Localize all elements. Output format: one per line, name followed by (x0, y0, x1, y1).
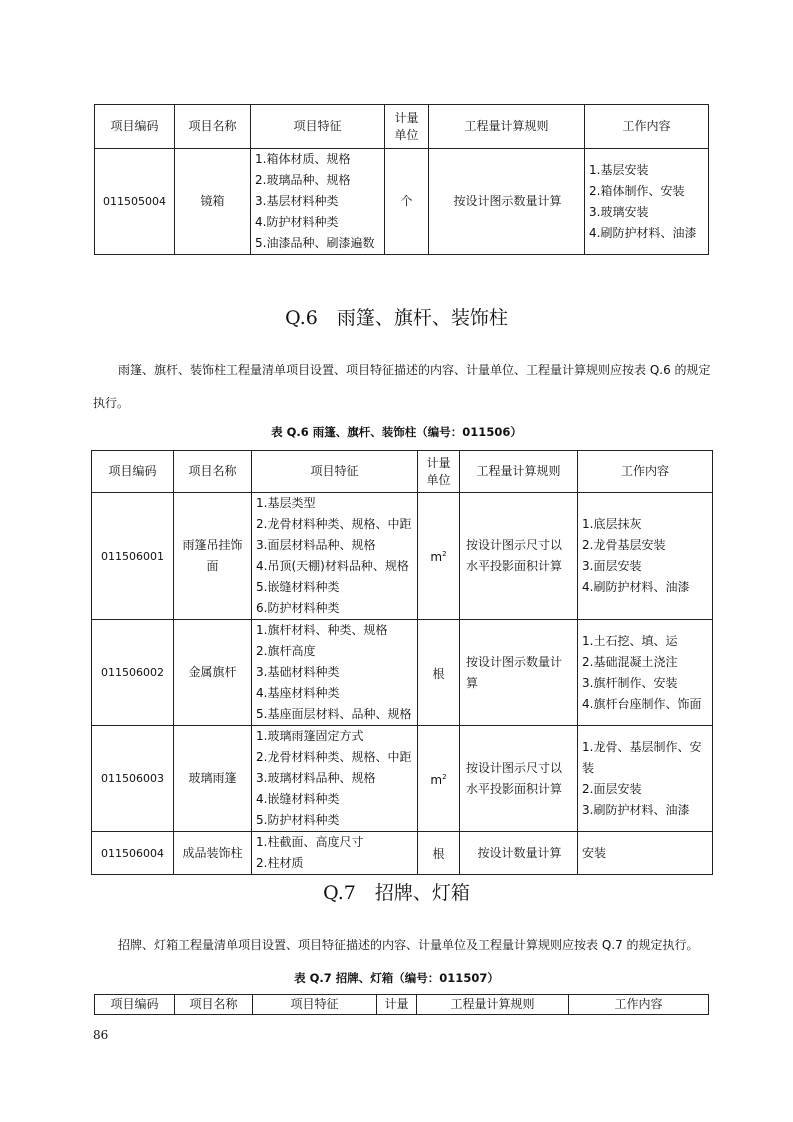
unit-superscript: 2 (442, 772, 447, 781)
table-q5-continued (94, 104, 709, 255)
work-line: 4.刷防护材料、油漆 (582, 580, 690, 594)
feature-line: 1.基层类型 (256, 496, 316, 510)
work-line: 2.箱体制作、安装 (589, 183, 685, 198)
header-code: 项目编码 (92, 451, 174, 493)
feature-line: 3.面层材料品种、规格 (256, 538, 376, 552)
item-rule: 按设计数量计算 (460, 832, 578, 875)
table-q6 (91, 450, 713, 875)
item-work (578, 620, 713, 726)
feature-line: 2.龙骨材料种类、规格、中距 (256, 750, 412, 764)
work-line: 3.旗杆制作、安装 (582, 675, 678, 690)
feature-line: 4.防护材料种类 (255, 215, 339, 229)
feature-line: 5.基座面层材料、品种、规格 (256, 707, 412, 721)
paragraph-q6-line2: 执行。 (93, 396, 130, 410)
feature-line: 2.旗杆高度 (256, 644, 316, 658)
feature-line: 4.基座材料种类 (256, 686, 340, 700)
feature-line: 4.吊顶(天棚)材料品种、规格 (256, 559, 409, 573)
unit-text: m (430, 772, 443, 787)
item-features (252, 832, 418, 875)
item-work (578, 832, 713, 875)
table-header-row (95, 995, 709, 1015)
item-rule: 按设计图示尺寸以水平投影面积计算 (460, 493, 578, 620)
work-line: 1.龙骨、基层制作、安装 (582, 739, 702, 775)
item-rule: 按设计图示数量计算 (429, 149, 585, 255)
item-unit (418, 620, 460, 726)
item-unit: 个 (385, 149, 429, 255)
table-row (92, 620, 713, 726)
item-name: 玻璃雨篷 (174, 726, 252, 832)
item-unit (418, 493, 460, 620)
feature-line: 1.箱体材质、规格 (255, 152, 351, 166)
item-name: 雨篷吊挂饰面 (174, 493, 252, 620)
feature-line: 5.油漆品种、刷漆遍数 (255, 236, 375, 250)
work-line: 4.旗杆台座制作、饰面 (582, 696, 702, 711)
feature-line: 3.基层材料种类 (255, 194, 339, 208)
header-features: 项目特征 (253, 995, 377, 1015)
paragraph-q7: 招牌、灯箱工程量清单项目设置、项目特征描述的内容、计量单位及工程量计算规则应按表 Q.7 的规定执行。 (118, 938, 699, 952)
header-unit (418, 451, 460, 493)
feature-line: 6.防护材料种类 (256, 601, 340, 615)
item-name: 镜箱 (175, 149, 251, 255)
paragraph-q6-line1: 雨篷、旗杆、装饰柱工程量清单项目设置、项目特征描述的内容、计量单位、工程量计算规则应按表 Q.6 的规定 (118, 363, 711, 377)
work-line: 2.龙骨基层安装 (582, 538, 666, 552)
item-code: 011506003 (92, 726, 174, 832)
header-unit-text: 计量 单位 (426, 455, 451, 487)
item-code: 011505004 (95, 149, 175, 255)
item-code: 011506002 (92, 620, 174, 726)
item-features (252, 493, 418, 620)
header-rule: 工程量计算规则 (460, 451, 578, 493)
header-unit (385, 105, 429, 149)
feature-line: 3.基础材料种类 (256, 665, 340, 679)
table-row (92, 832, 713, 875)
work-line: 3.玻璃安装 (589, 204, 649, 219)
feature-line: 5.嵌缝材料种类 (256, 580, 340, 594)
header-features: 项目特征 (251, 105, 385, 149)
header-features: 项目特征 (252, 451, 418, 493)
unit-text: m (430, 550, 443, 564)
header-unit: 计量 (377, 995, 417, 1015)
work-line: 1.土石挖、填、运 (582, 633, 678, 648)
item-name: 成品装饰柱 (174, 832, 252, 875)
feature-line: 1.旗杆材料、种类、规格 (256, 623, 388, 637)
table-row (92, 726, 713, 832)
work-line: 3.面层安装 (582, 559, 642, 573)
item-rule: 按设计图示数量计算 (460, 620, 578, 726)
feature-line: 5.防护材料种类 (256, 813, 340, 827)
table-header-row (95, 105, 709, 149)
item-features (251, 149, 385, 255)
table-row (95, 149, 709, 255)
table-caption-q6: 表 Q.6 雨篷、旗杆、装饰柱（编号：011506） (271, 425, 522, 439)
item-work (578, 726, 713, 832)
item-rule: 按设计图示尺寸以水平投影面积计算 (460, 726, 578, 832)
feature-line: 3.玻璃材料品种、规格 (256, 771, 376, 785)
item-code: 011506004 (92, 832, 174, 875)
feature-line: 2.龙骨材料种类、规格、中距 (256, 517, 412, 531)
header-unit-text: 计量 单位 (394, 110, 419, 142)
item-features (252, 726, 418, 832)
header-work: 工作内容 (578, 451, 713, 493)
table-header-row (92, 451, 713, 493)
header-code: 项目编码 (95, 105, 175, 149)
unit-text: 根 (432, 847, 445, 861)
item-unit (418, 832, 460, 875)
header-name: 项目名称 (175, 105, 251, 149)
feature-line: 2.玻璃品种、规格 (255, 173, 351, 187)
section-title-q6: Q.6 雨篷、旗杆、装饰柱 (285, 307, 508, 329)
item-unit (418, 726, 460, 832)
unit-superscript: 2 (442, 550, 447, 558)
work-line: 1.基层安装 (589, 162, 649, 177)
feature-line: 2.柱材质 (256, 856, 304, 870)
header-rule: 工程量计算规则 (417, 995, 569, 1015)
page-number: 86 (93, 1028, 109, 1042)
work-line: 1.底层抹灰 (582, 517, 642, 531)
item-work (578, 493, 713, 620)
table-caption-q7: 表 Q.7 招牌、灯箱（编号：011507） (294, 971, 499, 985)
header-rule: 工程量计算规则 (429, 105, 585, 149)
work-line: 2.面层安装 (582, 781, 642, 796)
work-line: 安装 (582, 845, 607, 860)
item-name: 金属旗杆 (174, 620, 252, 726)
unit-text: 根 (432, 666, 445, 681)
header-code: 项目编码 (95, 995, 175, 1015)
section-title-q7: Q.7 招牌、灯箱 (323, 882, 470, 904)
header-name: 项目名称 (175, 995, 253, 1015)
work-line: 4.刷防护材料、油漆 (589, 225, 697, 240)
work-line: 2.基础混凝土浇注 (582, 654, 678, 669)
item-features (252, 620, 418, 726)
feature-line: 4.嵌缝材料种类 (256, 792, 340, 806)
work-line: 3.刷防护材料、油漆 (582, 802, 690, 817)
table-q7-header (94, 994, 709, 1015)
feature-line: 1.玻璃雨篷固定方式 (256, 729, 364, 743)
header-name: 项目名称 (174, 451, 252, 493)
item-work (585, 149, 709, 255)
feature-line: 1.柱截面、高度尺寸 (256, 835, 364, 849)
item-code: 011506001 (92, 493, 174, 620)
table-row (92, 493, 713, 620)
header-work: 工作内容 (569, 995, 709, 1015)
header-work: 工作内容 (585, 105, 709, 149)
